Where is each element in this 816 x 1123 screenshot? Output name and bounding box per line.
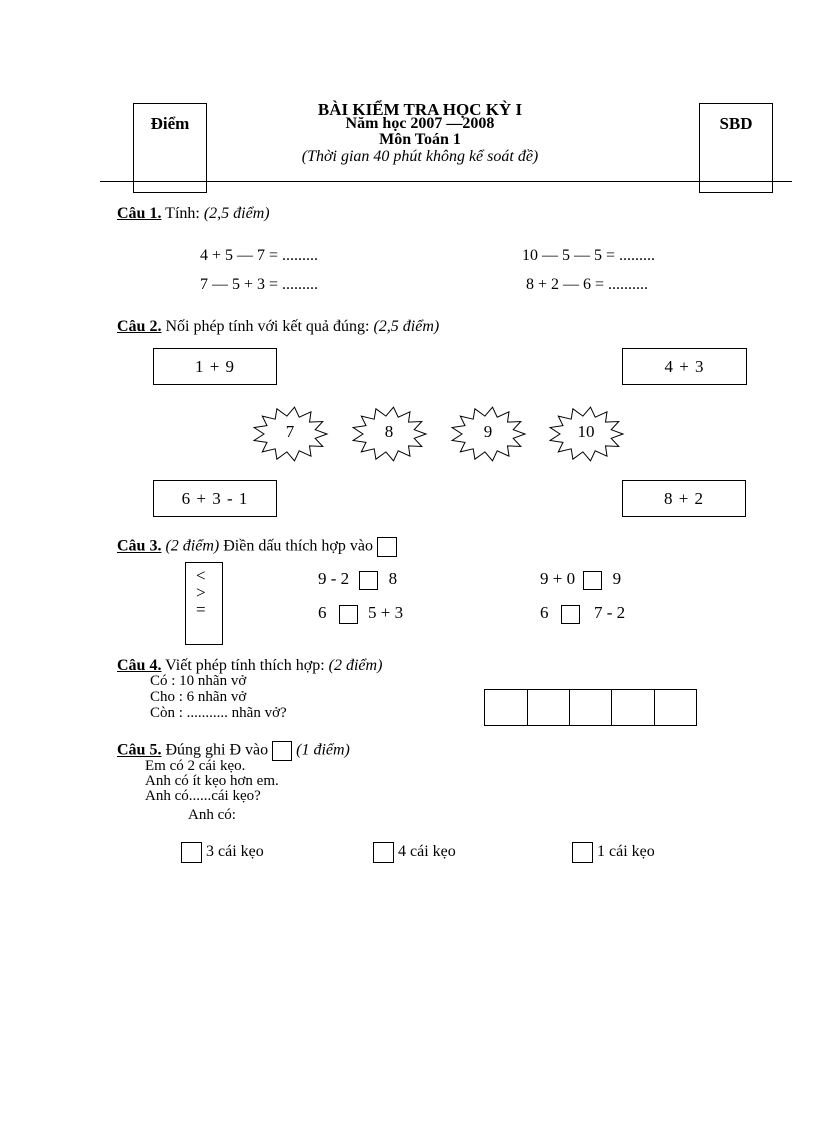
equation-cell[interactable] — [527, 690, 569, 725]
q3-right: 7 - 2 — [594, 603, 626, 622]
result-star[interactable] — [547, 405, 625, 463]
sign-greater-than: > — [196, 583, 206, 602]
header-divider — [100, 181, 792, 182]
result-number: 7 — [285, 422, 295, 441]
equation-cell[interactable] — [654, 690, 696, 725]
q2-label: Câu 2. — [117, 318, 162, 335]
q4-line: Còn : ........... nhãn vở? — [150, 705, 287, 721]
q3-left: 6 — [540, 603, 549, 622]
sbd-label: SBD — [719, 114, 753, 133]
answer-box[interactable] — [359, 571, 378, 590]
op-box[interactable]: 1 + 9 — [153, 348, 277, 385]
q4-lines — [150, 673, 287, 721]
q3-label: Câu 3. — [117, 537, 162, 555]
q1-item[interactable]: 7 — 5 + 3 = ......... — [200, 276, 319, 293]
q4-label: Câu 4. — [117, 657, 162, 674]
q2-prompt: Nối phép tính với kết quả đúng: — [165, 318, 370, 335]
q3-item — [540, 603, 625, 624]
score-box[interactable] — [133, 103, 207, 193]
equation-cell[interactable] — [611, 690, 653, 725]
q5-line: Anh có ít kẹo hơn em. — [145, 773, 279, 789]
q4-line: Có : 10 nhãn vở — [150, 673, 247, 689]
option-checkbox[interactable] — [181, 842, 202, 863]
q5-option — [373, 842, 456, 863]
option-label: 1 cái kẹo — [597, 843, 655, 861]
result-star[interactable] — [449, 405, 527, 463]
answer-box[interactable] — [561, 605, 580, 624]
equation-cell[interactable] — [485, 690, 527, 725]
q5-label: Câu 5. — [117, 741, 162, 759]
q3-item — [318, 603, 403, 624]
q1-heading — [117, 205, 270, 223]
q5-option — [572, 842, 655, 863]
result-number: 10 — [577, 422, 595, 441]
q5-lines — [145, 759, 279, 804]
q2-points: (2,5 điểm) — [373, 318, 440, 335]
equation-cell[interactable] — [569, 690, 611, 725]
q5-line: Em có 2 cái kẹo. — [145, 758, 246, 774]
answer-box[interactable] — [339, 605, 358, 624]
q4-line: Cho : 6 nhãn vở — [150, 689, 247, 705]
q5-line: Anh có......cái kẹo? — [145, 788, 261, 804]
sign-box — [185, 562, 223, 645]
q3-right: 5 + 3 — [368, 603, 404, 622]
q3-right: 9 — [612, 569, 622, 588]
q3-points: (2 điểm) — [165, 537, 220, 555]
subject: Môn Toán 1 — [379, 131, 461, 148]
q3-item — [318, 569, 397, 590]
q5-points: (1 điểm) — [296, 741, 350, 759]
sign-less-than: < — [196, 566, 206, 585]
q1-points: (2,5 điểm) — [203, 205, 270, 222]
result-number: 9 — [483, 422, 493, 441]
option-label: 3 cái kẹo — [206, 843, 264, 861]
q3-item — [540, 569, 621, 590]
result-star[interactable] — [251, 405, 329, 463]
sign-equal: = — [196, 600, 206, 619]
q2-heading — [117, 318, 439, 336]
score-label: Điểm — [150, 114, 190, 133]
q3-left: 9 + 0 — [540, 569, 576, 588]
q1-prompt: Tính: — [165, 205, 200, 222]
option-checkbox[interactable] — [373, 842, 394, 863]
q3-left: 9 - 2 — [318, 569, 350, 588]
answer-box-example — [377, 537, 397, 557]
op-box[interactable]: 4 + 3 — [622, 348, 747, 385]
answer-box[interactable] — [583, 571, 602, 590]
q3-right: 8 — [388, 569, 398, 588]
equation-grid — [484, 689, 697, 726]
q1-item[interactable]: 4 + 5 — 7 = ......... — [200, 247, 319, 264]
q4-points: (2 điểm) — [328, 657, 383, 674]
q3-prompt: Điền dấu thích hợp vào — [223, 537, 373, 555]
exam-title: BÀI KIỂM TRA HỌC KỲ I — [317, 100, 523, 119]
q1-label: Câu 1. — [117, 205, 162, 222]
sbd-box[interactable] — [699, 103, 773, 193]
q1-item[interactable]: 10 — 5 — 5 = ......... — [522, 247, 656, 264]
time-note: (Thời gian 40 phút không kể soát đề) — [301, 148, 539, 165]
q5-prompt: Đúng ghi Đ vào — [165, 741, 269, 759]
q1-item[interactable]: 8 + 2 — 6 = .......... — [526, 276, 649, 293]
q3-left: 6 — [318, 603, 327, 622]
option-checkbox[interactable] — [572, 842, 593, 863]
op-box[interactable]: 8 + 2 — [622, 480, 746, 517]
op-box[interactable]: 6 + 3 - 1 — [153, 480, 277, 517]
q3-heading — [117, 537, 397, 557]
q5-answer-label: Anh có: — [188, 807, 236, 823]
result-number: 8 — [384, 422, 394, 441]
q5-option — [181, 842, 264, 863]
school-year: Năm học 2007 —2008 — [345, 115, 495, 132]
q4-prompt: Viết phép tính thích hợp: — [165, 657, 325, 674]
option-label: 4 cái kẹo — [398, 843, 456, 861]
result-star[interactable] — [350, 405, 428, 463]
answer-box-example — [272, 741, 292, 761]
